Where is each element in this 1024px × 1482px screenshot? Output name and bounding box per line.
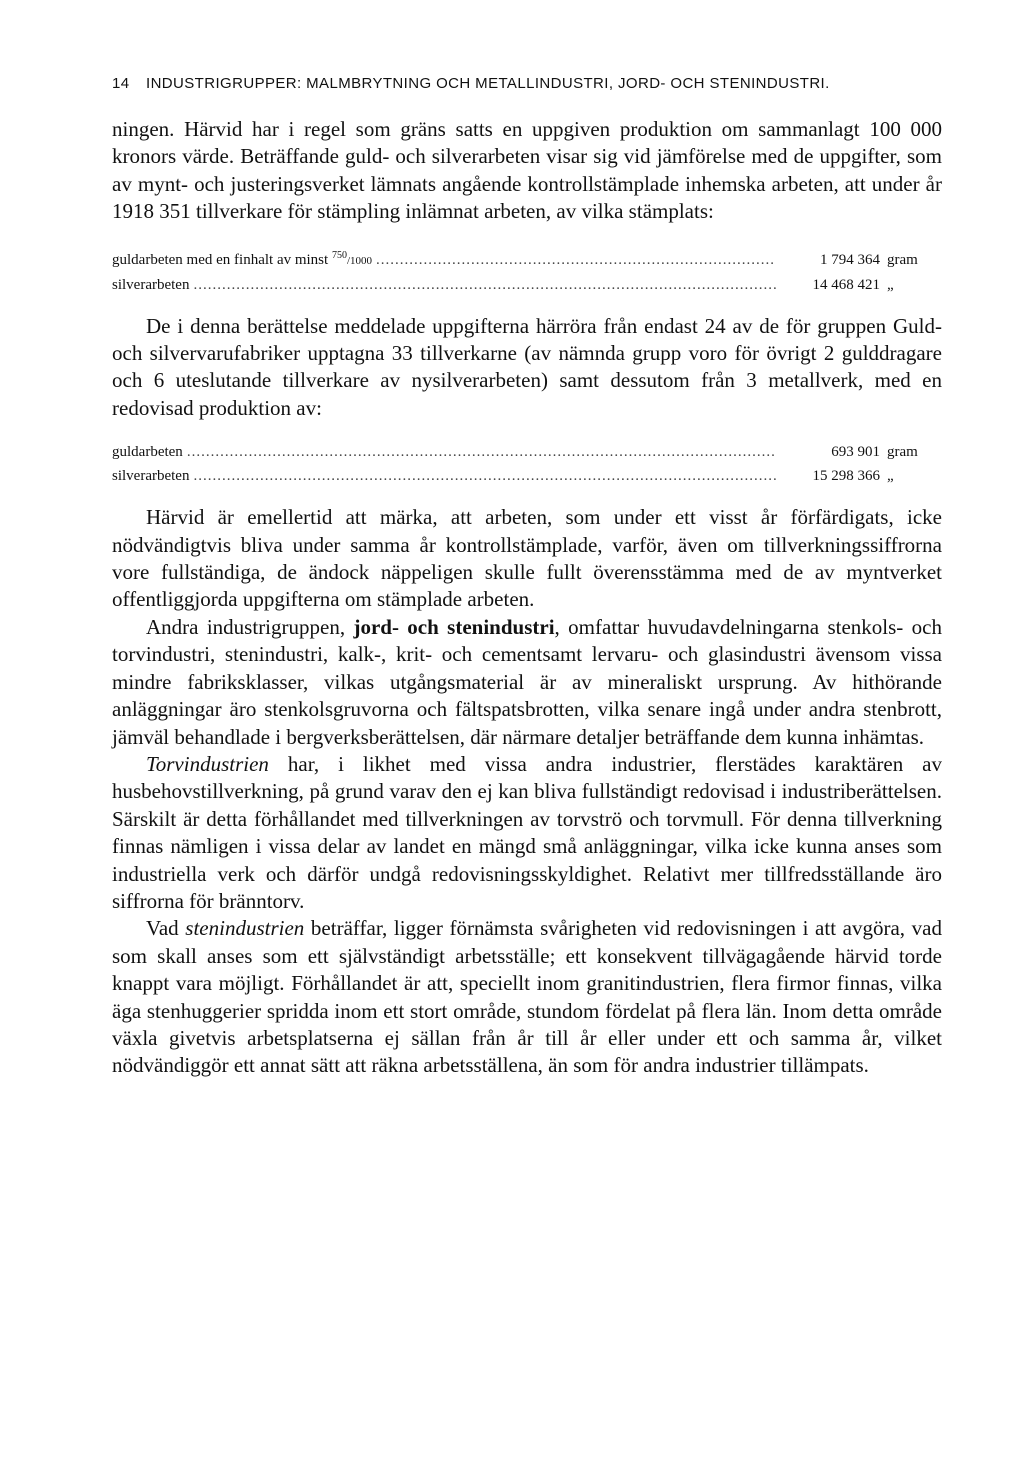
leader-dots bbox=[193, 273, 776, 297]
section-term-italic: Torvindustrien bbox=[146, 751, 269, 776]
row-value: 14 468 421 bbox=[812, 276, 880, 293]
row-label: silverarbeten bbox=[112, 276, 190, 293]
paragraph-5-body: har, i likhet med vissa andra industrier, flerstädes karaktären av husbehovstillverkning, på grund varav den ej kan bliva fullständigt redovisad i industriberättelsen. Särskilt är detta förhållandet med tillverkningen av torvströ och torvmull. För denna tillverkning finnas nämligen i vissa delar av landet en mängd små anläggningar, vilka icke kunna anses som industriella verk och därför undgå redovisningsskyldighet. Relativt mer tillfredsställande äro siffrorna för bränntorv. bbox=[112, 751, 942, 913]
row-label bbox=[112, 244, 372, 273]
row-unit: gram bbox=[887, 444, 918, 461]
document-page bbox=[112, 74, 942, 1080]
running-title: INDUSTRIGRUPPER: MALMBRYTNING OCH METALLINDUSTRI, JORD- OCH STENINDUSTRI. bbox=[146, 75, 830, 92]
section-term-bold: jord- och stenindustri bbox=[353, 614, 555, 639]
table-row bbox=[112, 273, 942, 297]
leader-dots bbox=[187, 440, 776, 464]
fineness-numerator: 750 bbox=[331, 249, 347, 261]
paragraph-4-body: , omfattar huvudavdelningarna stenkols- och torvindustri, stenindustri, kalk-, krit- och cementsamt lervaru- och glasindustri ävensom vissa mindre fabriksklasser, vilkas utgångsmaterial är av mineraliskt ursprung. Av hithörande anläggningar äro stenkolsgruvorna och fältspatsbrotten, vilka senare ingå under andra stenbrott, jämväl behandlade i bergverksberättelsen, där närmare detaljer beträffande dem kunna inhämtas. bbox=[112, 614, 942, 749]
fineness-denominator: /1000 bbox=[346, 254, 373, 267]
row-value: 693 901 bbox=[831, 444, 880, 461]
leader-dots bbox=[376, 248, 776, 272]
row-label: silverarbeten bbox=[112, 468, 190, 485]
paragraph-2: De i denna berättelse meddelade uppgifterna härröra från endast 24 av de för gruppen Guld- och silvervarufabriker upptagna 33 tillverkarne (av nämnda grupp voro för övrigt 2 gulddragare och 6 uteslutande tillverkare av nysilverarbeten) samt dessutom från 3 metallverk, med en redovisad produktion av: bbox=[112, 313, 942, 420]
table-row bbox=[112, 440, 942, 464]
running-header bbox=[112, 74, 942, 104]
section-term-italic: stenindustrien bbox=[185, 916, 305, 941]
leader-dots bbox=[193, 464, 776, 488]
stamped-articles-table bbox=[112, 244, 942, 297]
paragraph-6-body: beträffar, ligger förnämsta svårigheten vid redovisningen i att avgöra, vad som skall anses som ett självständigt arbetsställe; ett konsekvent tillvägagående härvid torde knappt vara möjligt. Förhållandet är att, speciellt inom granitindustrien, flera firmor finnas, vilka äga stenhuggerier spridda inom ett stort område, stundom fördelat på flera län. Inom detta område växla givetvis arbetsplatserna ej sällan från år till år eller under ett och samma år, vilket nödvändiggör ett annat sätt att räkna arbetsställena, än som för andra industrier tillämpats. bbox=[112, 916, 942, 1078]
reported-production-table bbox=[112, 440, 942, 488]
paragraph-6-lead: Vad bbox=[146, 916, 186, 941]
paragraph-6 bbox=[112, 915, 942, 1079]
paragraph-4 bbox=[112, 614, 942, 751]
paragraph-4-lead: Andra industrigruppen, bbox=[146, 614, 354, 639]
row-unit: „ bbox=[887, 468, 894, 485]
paragraph-5 bbox=[112, 751, 942, 915]
table-row bbox=[112, 244, 942, 273]
table-row bbox=[112, 464, 942, 488]
paragraph-1: ningen. Härvid har i regel som gräns satts en uppgiven produktion om sammanlagt 100 000 kronors värde. Beträffande guld- och silverarbeten visar sig vid jämförelse med de uppgifter, som av mynt- och justeringsverket lämnats angående kontrollstämplade inhemska arbeten, att under år 1918 351 tillverkare för stämpling inlämnat arbeten, av vilka stämplats: bbox=[112, 117, 942, 224]
row-unit: gram bbox=[887, 251, 918, 268]
paragraph-3: Härvid är emellertid att märka, att arbeten, som under ett visst år förfärdigats, icke nödvändigtvis bliva under samma år kontrollstämplade, varför, även om tillverkningssiffrorna vore fullständiga, de ändock näppeligen skulle fullt överensstämma med de av myntverket offentliggjorda uppgifterna om stämplade arbeten. bbox=[112, 505, 942, 612]
row-unit: „ bbox=[887, 276, 894, 293]
row-value: 1 794 364 bbox=[820, 251, 880, 268]
row-label: guldarbeten bbox=[112, 444, 183, 461]
row-label-text: guldarbeten med en finhalt av minst bbox=[112, 251, 332, 268]
row-value: 15 298 366 bbox=[812, 468, 880, 485]
page-number: 14 bbox=[112, 75, 130, 92]
